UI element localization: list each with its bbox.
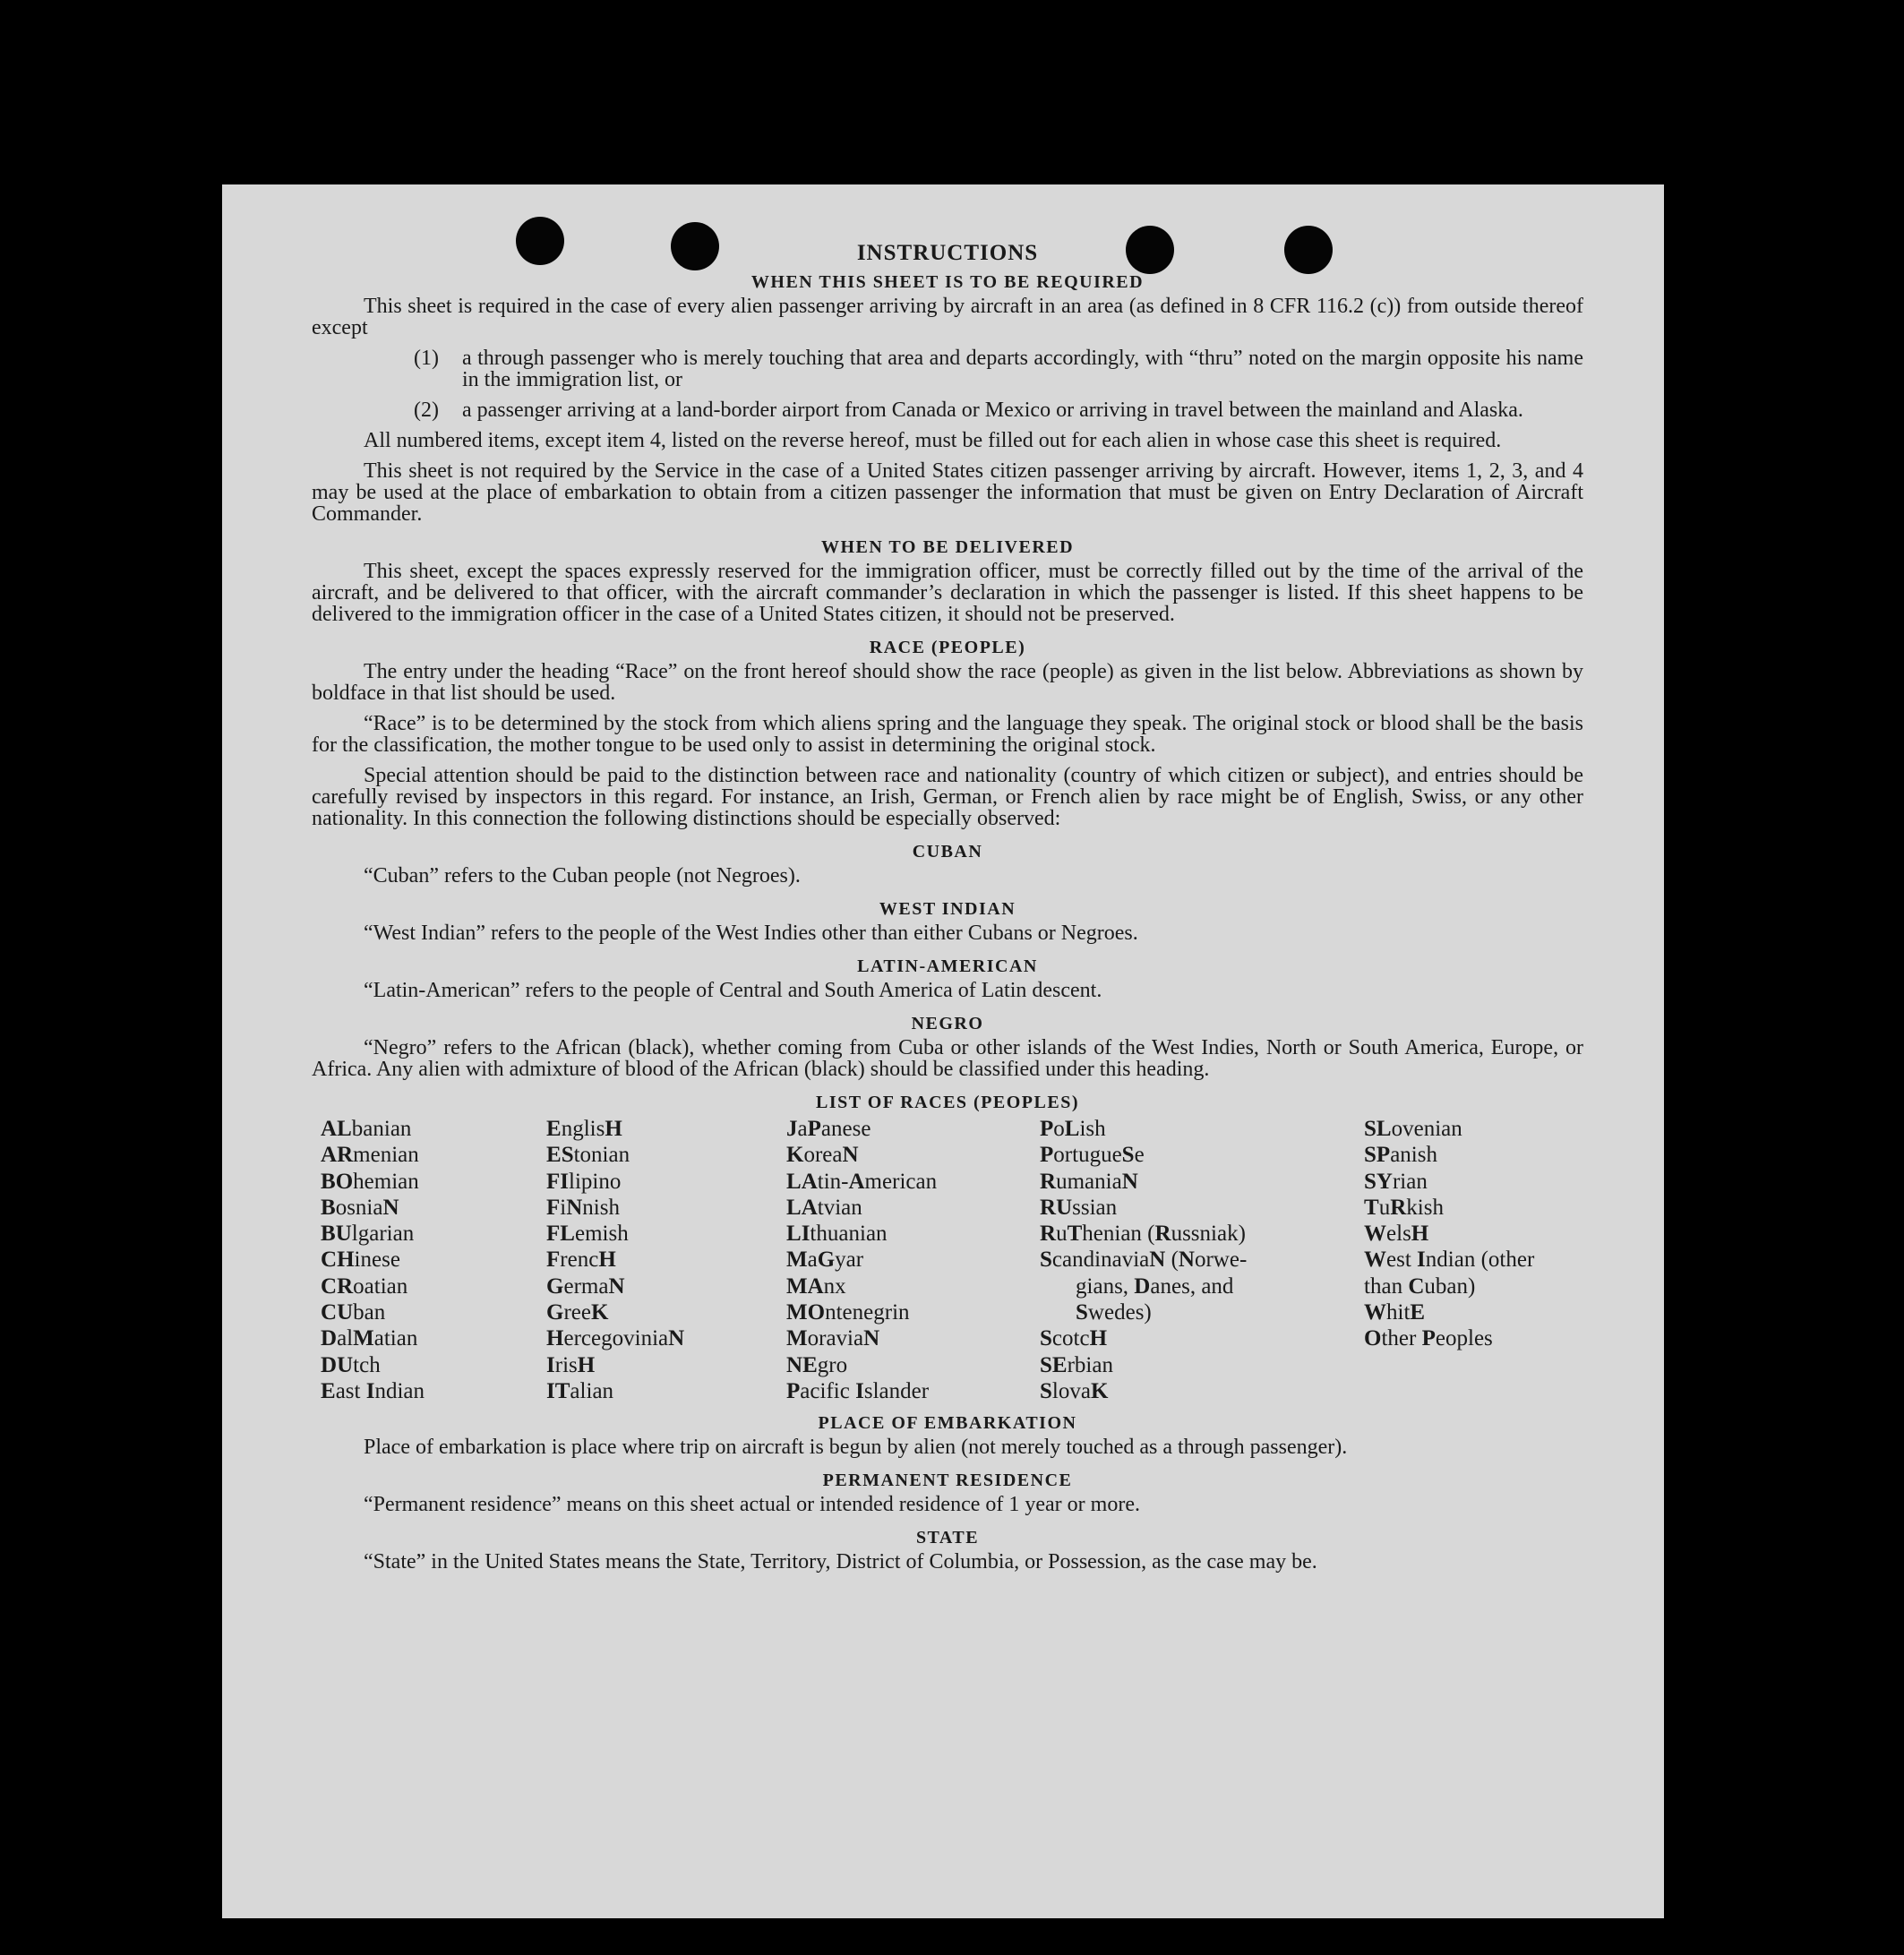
race-item: RumaniaN (1040, 1169, 1138, 1194)
race-item: FLemish (546, 1222, 629, 1247)
race-item: EStonian (546, 1143, 630, 1168)
race-item: MOntenegrin (786, 1300, 910, 1325)
race-item: SErbian (1040, 1352, 1113, 1377)
instructions-content (312, 238, 1583, 1582)
section-heading: LIST OF RACES (PEOPLES) (815, 1093, 1079, 1112)
section-heading: WHEN TO BE DELIVERED (820, 537, 1075, 557)
race-item: HercegoviniaN (546, 1326, 685, 1351)
paragraph: “Race” is to be determined by the stock from which aliens spring and the language they speak. The original stock or blood shall be the basis for the classification, the mother tongue to be used only to assist in determining the original stock. (312, 712, 1583, 757)
race-column (786, 1116, 1040, 1404)
paragraph: This sheet is required in the case of every alien passenger arriving by aircraft in an area (as defined in 8 CFR 116.2 (c)) from outside thereof except (312, 295, 1583, 339)
item-text: a passenger arriving at a land-border airport from Canada or Mexico or arriving in travel between the mainland and Alaska. (462, 399, 1523, 422)
race-item: DUtch (321, 1352, 381, 1377)
race-item: than Cuban) (1364, 1273, 1476, 1299)
race-item: LAtin-American (786, 1169, 938, 1194)
paragraph: “Permanent residence” means on this sheet actual or intended residence of 1 year or more. (364, 1493, 1140, 1517)
race-item: EnglisH (546, 1117, 622, 1141)
race-item: SPanish (1364, 1143, 1437, 1168)
section-heading: WEST INDIAN (879, 899, 1016, 919)
section-heading: RACE (PEOPLE) (869, 638, 1026, 657)
race-item: CHinese (321, 1248, 400, 1273)
race-item: FrencH (546, 1248, 616, 1273)
race-item: ARmenian (321, 1143, 419, 1168)
paragraph: “Latin-American” refers to the people of Central and South America of Latin descent. (364, 979, 1102, 1002)
race-item: GreeK (546, 1300, 609, 1325)
race-item: TuRkish (1364, 1195, 1444, 1220)
race-item: BUlgarian (321, 1222, 415, 1247)
race-item: CRoatian (321, 1273, 408, 1299)
list-item (312, 347, 1583, 390)
race-column (546, 1116, 786, 1404)
paragraph: Place of embarkation is place where trip on aircraft is begun by alien (not merely touched as a through passenger). (364, 1436, 1348, 1460)
paragraph: “Cuban” refers to the Cuban people (not Negroes). (364, 864, 801, 887)
race-column (1040, 1116, 1364, 1404)
paragraph: Special attention should be paid to the distinction between race and nationality (country of which citizen or subject), and entries should be carefully revised by inspectors in this regard. For instance, an Irish, German, or French alien by race might be of English, Swiss, or any other nationality. In this connection the following distinctions should be especially observed: (312, 764, 1583, 830)
race-item: Other Peoples (1364, 1326, 1493, 1351)
document-sheet (222, 184, 1664, 1918)
race-item: ITalian (546, 1378, 614, 1403)
race-item: RuThenian (Russniak) (1040, 1222, 1246, 1247)
race-item: PoLish (1040, 1117, 1106, 1141)
race-item: LIthuanian (786, 1222, 888, 1247)
race-item: KoreaN (786, 1143, 859, 1168)
race-item: ScotcH (1040, 1326, 1108, 1351)
paragraph: “State” in the United States means the State, Territory, District of Columbia, or Possession, as the case may be. (364, 1550, 1317, 1574)
race-item: DalMatian (321, 1326, 418, 1351)
race-item: SlovaK (1040, 1378, 1109, 1403)
paragraph: All numbered items, except item 4, listed on the reverse hereof, must be filled out for each alien in whose case this sheet is required. (364, 429, 1502, 452)
race-item: MAnx (786, 1273, 846, 1299)
race-item: FIlipino (546, 1169, 622, 1194)
section-heading: PERMANENT RESIDENCE (822, 1471, 1073, 1491)
race-item: Swedes) (1076, 1300, 1152, 1325)
race-item: West Indian (other (1364, 1248, 1535, 1273)
race-item: MaGyar (786, 1248, 864, 1273)
page-title: INSTRUCTIONS (856, 241, 1039, 265)
race-item: East Indian (321, 1378, 425, 1403)
race-item: BOhemian (321, 1169, 419, 1194)
race-item: ScandinaviaN (Norwe- (1040, 1248, 1248, 1273)
race-item: NEgro (786, 1352, 848, 1377)
race-item: BosniaN (321, 1195, 399, 1220)
paragraph: The entry under the heading “Race” on the front hereof should show the race (people) as given in the list below. Abbreviations as shown by boldface in that list should be used. (312, 660, 1583, 705)
item-number: (1) (414, 347, 439, 370)
race-item: IrisH (546, 1352, 596, 1377)
race-item: FiNnish (546, 1195, 620, 1220)
section-heading: LATIN-AMERICAN (857, 956, 1038, 976)
section-heading: STATE (915, 1528, 980, 1548)
race-item: PortugueSe (1040, 1143, 1145, 1168)
race-item: WhitE (1364, 1300, 1426, 1325)
race-item: JaPanese (786, 1117, 871, 1141)
race-item: LAtvian (786, 1195, 862, 1220)
race-item: SYrian (1364, 1169, 1428, 1194)
race-item: GermaN (546, 1273, 625, 1299)
paragraph: This sheet is not required by the Service in the case of a United States citizen passenger arriving by aircraft. However, items 1, 2, 3, and 4 may be used at the place of embarkation to obtain from a citizen passenger the information that must be given on Entry Declaration of Aircraft Commander. (312, 459, 1583, 526)
race-item: WelsH (1364, 1222, 1429, 1247)
section-heading: CUBAN (912, 842, 983, 862)
section-heading: WHEN THIS SHEET IS TO BE REQUIRED (750, 272, 1145, 292)
race-item: ALbanian (321, 1117, 412, 1141)
race-item: Pacific Islander (786, 1378, 930, 1403)
race-item: RUssian (1040, 1195, 1118, 1220)
paragraph: This sheet, except the spaces expressly reserved for the immigration officer, must be correctly filled out by the time of the arrival of the aircraft, and be delivered to that officer, with the aircraft commander’s declaration in which the passenger is listed. If this sheet happens to be delivered to the immigration officer in the case of a United States citizen, it should not be preserved. (312, 560, 1583, 626)
race-list (312, 1116, 1583, 1404)
race-item: gians, Danes, and (1076, 1273, 1234, 1299)
race-column (1364, 1116, 1592, 1404)
race-item: CUban (321, 1300, 386, 1325)
paragraph: “West Indian” refers to the people of the West Indies other than either Cubans or Negroes. (364, 922, 1138, 945)
section-heading: PLACE OF EMBARKATION (818, 1413, 1077, 1434)
section-heading: NEGRO (911, 1014, 984, 1033)
race-item: MoraviaN (786, 1326, 880, 1351)
race-column (321, 1116, 546, 1404)
item-number: (2) (414, 399, 439, 422)
race-item: SLovenian (1364, 1117, 1462, 1141)
list-item (312, 399, 1583, 421)
item-text: a through passenger who is merely touching that area and departs accordingly, with “thru” noted on the margin opposite his name in the immigration list, or (462, 347, 1583, 391)
paragraph: “Negro” refers to the African (black), whether coming from Cuba or other islands of the West Indies, North or South America, Europe, or Africa. Any alien with admixture of blood of the African (black) should be classified under this heading. (312, 1036, 1583, 1081)
